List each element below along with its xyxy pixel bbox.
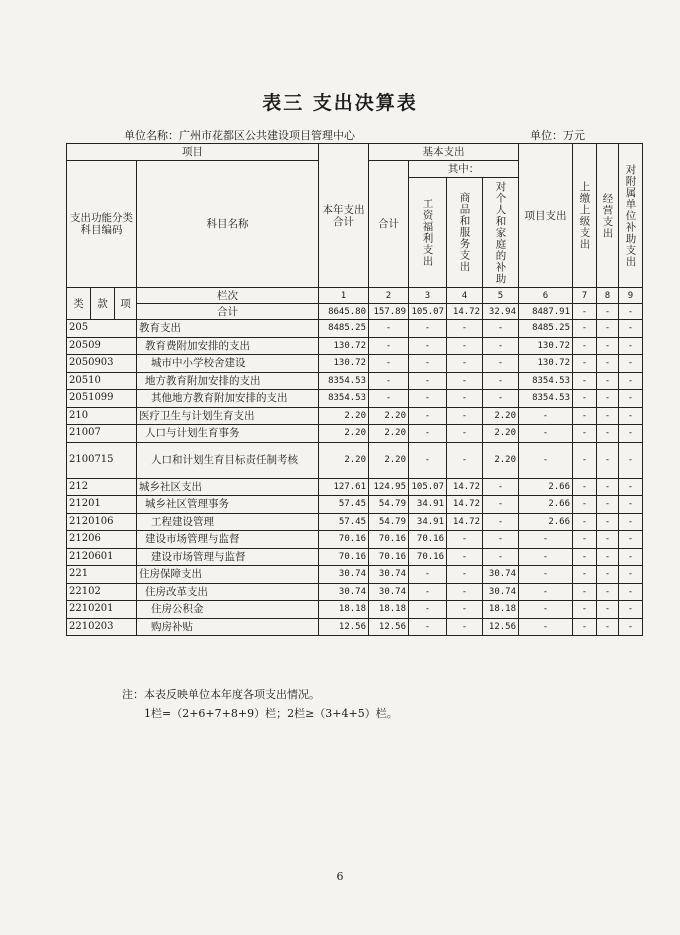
- row-value: -: [619, 372, 643, 390]
- col-number: 3: [409, 288, 447, 304]
- row-code: 22102: [67, 583, 137, 601]
- row-value: 2.66: [519, 496, 573, 514]
- header-kuan: 款: [91, 288, 115, 320]
- row-subject-name: 地方教育附加安排的支出: [137, 372, 319, 390]
- row-code: 2120601: [67, 548, 137, 566]
- header-wage: 工资福利支出: [409, 178, 447, 288]
- row-value: -: [369, 372, 409, 390]
- row-subject-name: 医疗卫生与计划生育支出: [137, 407, 319, 425]
- row-value: 130.72: [519, 337, 573, 355]
- row-value: -: [619, 566, 643, 584]
- row-code: 20509: [67, 337, 137, 355]
- row-subject-name: 住房改革支出: [137, 583, 319, 601]
- row-value: 8485.25: [519, 320, 573, 338]
- row-value: -: [519, 442, 573, 478]
- table-row: [67, 337, 643, 355]
- row-value: 127.61: [319, 478, 369, 496]
- row-value: -: [619, 496, 643, 514]
- page-title: 表三 支出决算表: [262, 92, 418, 114]
- sum-cell: -: [573, 304, 597, 320]
- row-value: -: [573, 390, 597, 408]
- row-value: -: [597, 548, 619, 566]
- row-value: -: [597, 496, 619, 514]
- header-basic: 基本支出: [369, 144, 519, 161]
- row-value: 30.74: [483, 566, 519, 584]
- expenditure-table: [66, 143, 643, 636]
- sum-row: [67, 304, 643, 320]
- row-value: -: [409, 566, 447, 584]
- row-value: 14.72: [447, 478, 483, 496]
- row-value: -: [447, 390, 483, 408]
- row-value: -: [447, 407, 483, 425]
- row-value: 8354.53: [319, 390, 369, 408]
- row-value: -: [447, 566, 483, 584]
- row-value: 12.56: [319, 618, 369, 636]
- table-row: [67, 442, 643, 478]
- row-value: 2.20: [369, 407, 409, 425]
- row-value: -: [409, 618, 447, 636]
- row-value: -: [619, 407, 643, 425]
- row-value: -: [483, 320, 519, 338]
- header-project: 项目支出: [519, 144, 573, 288]
- row-value: -: [573, 548, 597, 566]
- row-value: -: [597, 601, 619, 619]
- row-code: 21007: [67, 425, 137, 443]
- table-row: [67, 390, 643, 408]
- row-value: 124.95: [369, 478, 409, 496]
- row-code: 2120106: [67, 513, 137, 531]
- row-value: -: [597, 513, 619, 531]
- row-value: 2.20: [319, 407, 369, 425]
- row-value: 34.91: [409, 513, 447, 531]
- row-value: -: [369, 320, 409, 338]
- row-value: -: [597, 390, 619, 408]
- row-value: -: [519, 548, 573, 566]
- row-value: -: [619, 601, 643, 619]
- row-value: 18.18: [369, 601, 409, 619]
- row-value: -: [619, 548, 643, 566]
- row-value: 2.20: [369, 425, 409, 443]
- row-code: 210: [67, 407, 137, 425]
- row-value: 57.45: [319, 496, 369, 514]
- row-value: -: [619, 390, 643, 408]
- row-subject-name: 教育费附加安排的支出: [137, 337, 319, 355]
- header-xiangmu: 项目: [67, 144, 319, 161]
- col-number: 7: [573, 288, 597, 304]
- row-value: 105.07: [409, 478, 447, 496]
- row-value: -: [483, 496, 519, 514]
- row-code: 221: [67, 566, 137, 584]
- row-value: -: [597, 583, 619, 601]
- row-value: 2.66: [519, 513, 573, 531]
- row-code: 2210203: [67, 618, 137, 636]
- row-value: 18.18: [483, 601, 519, 619]
- row-value: -: [447, 601, 483, 619]
- row-value: -: [447, 583, 483, 601]
- row-value: -: [369, 337, 409, 355]
- row-value: -: [519, 566, 573, 584]
- row-value: 130.72: [319, 355, 369, 373]
- row-value: 130.72: [519, 355, 573, 373]
- header-row-1: [67, 144, 643, 161]
- row-value: -: [573, 442, 597, 478]
- row-value: -: [409, 355, 447, 373]
- row-value: -: [483, 531, 519, 549]
- row-value: 70.16: [369, 531, 409, 549]
- row-value: -: [409, 320, 447, 338]
- page-number: 6: [336, 870, 344, 883]
- table-row: [67, 478, 643, 496]
- row-value: -: [519, 601, 573, 619]
- row-value: -: [573, 320, 597, 338]
- row-value: -: [447, 337, 483, 355]
- row-value: 70.16: [409, 531, 447, 549]
- row-value: -: [619, 337, 643, 355]
- row-value: -: [573, 618, 597, 636]
- row-subject-name: 建设市场管理与监督: [137, 531, 319, 549]
- row-value: 57.45: [319, 513, 369, 531]
- row-value: -: [369, 390, 409, 408]
- row-value: -: [573, 425, 597, 443]
- row-subject-name: 工程建设管理: [137, 513, 319, 531]
- sum-cell: 105.07: [409, 304, 447, 320]
- row-value: -: [597, 372, 619, 390]
- row-value: -: [483, 355, 519, 373]
- row-value: 2.20: [369, 442, 409, 478]
- row-value: -: [409, 390, 447, 408]
- row-value: -: [409, 337, 447, 355]
- row-code: 20510: [67, 372, 137, 390]
- table-row: [67, 425, 643, 443]
- row-value: -: [573, 372, 597, 390]
- unit-name: 单位名称：广州市花都区公共建设项目管理中心: [124, 129, 355, 142]
- sum-cell: -: [597, 304, 619, 320]
- header-heji: 合计: [369, 161, 409, 288]
- row-value: 70.16: [369, 548, 409, 566]
- sum-cell: 8645.80: [319, 304, 369, 320]
- row-value: -: [597, 320, 619, 338]
- row-value: -: [519, 425, 573, 443]
- header-upper: 上缴上级支出: [573, 144, 597, 288]
- row-subject-name: 建设市场管理与监督: [137, 548, 319, 566]
- row-value: 18.18: [319, 601, 369, 619]
- col-number: 2: [369, 288, 409, 304]
- row-value: 12.56: [369, 618, 409, 636]
- row-value: -: [597, 337, 619, 355]
- table-row: [67, 566, 643, 584]
- row-value: -: [409, 601, 447, 619]
- row-value: 2.20: [483, 407, 519, 425]
- header-business: 经营支出: [597, 144, 619, 288]
- row-value: -: [597, 478, 619, 496]
- table-row: [67, 548, 643, 566]
- header-xiang: 项: [115, 288, 137, 320]
- row-subject-name: 人口与计划生育事务: [137, 425, 319, 443]
- row-value: 2.20: [483, 442, 519, 478]
- row-value: -: [619, 478, 643, 496]
- row-value: 30.74: [319, 566, 369, 584]
- table-row: [67, 513, 643, 531]
- header-subject: 科目名称: [137, 161, 319, 288]
- row-value: 70.16: [319, 531, 369, 549]
- table-row: [67, 372, 643, 390]
- row-value: -: [619, 355, 643, 373]
- row-value: -: [597, 618, 619, 636]
- row-value: -: [573, 513, 597, 531]
- row-value: 34.91: [409, 496, 447, 514]
- row-value: 30.74: [369, 566, 409, 584]
- row-code: 21206: [67, 531, 137, 549]
- col-number: 8: [597, 288, 619, 304]
- row-value: 70.16: [319, 548, 369, 566]
- row-value: -: [519, 407, 573, 425]
- row-value: 8354.53: [519, 372, 573, 390]
- row-value: -: [619, 618, 643, 636]
- lanci-label: 栏次: [137, 288, 319, 304]
- col-number: 6: [519, 288, 573, 304]
- row-value: 2.20: [319, 442, 369, 478]
- row-subject-name: 住房保障支出: [137, 566, 319, 584]
- row-value: -: [573, 566, 597, 584]
- row-value: -: [447, 425, 483, 443]
- row-value: -: [573, 407, 597, 425]
- row-value: 70.16: [409, 548, 447, 566]
- row-value: 2.66: [519, 478, 573, 496]
- row-value: -: [573, 355, 597, 373]
- row-value: -: [619, 442, 643, 478]
- row-value: -: [519, 531, 573, 549]
- row-value: -: [519, 583, 573, 601]
- header-goods: 商品和服务支出: [447, 178, 483, 288]
- row-value: -: [619, 513, 643, 531]
- row-value: -: [619, 320, 643, 338]
- col-number: 4: [447, 288, 483, 304]
- row-code: 2051099: [67, 390, 137, 408]
- row-code: 2050903: [67, 355, 137, 373]
- table-formula-note: 1栏=（2+6+7+8+9）栏；2栏≥（3+4+5）栏。: [144, 707, 398, 720]
- row-value: -: [409, 442, 447, 478]
- unit-label: 单位：万元: [530, 129, 585, 142]
- row-value: -: [447, 548, 483, 566]
- row-value: -: [447, 618, 483, 636]
- table-row: [67, 407, 643, 425]
- row-value: -: [573, 531, 597, 549]
- row-value: -: [573, 496, 597, 514]
- row-value: -: [447, 531, 483, 549]
- sum-cell: 14.72: [447, 304, 483, 320]
- row-value: 30.74: [369, 583, 409, 601]
- row-subject-name: 城乡社区支出: [137, 478, 319, 496]
- row-value: -: [447, 372, 483, 390]
- row-value: -: [597, 566, 619, 584]
- row-value: 2.20: [483, 425, 519, 443]
- row-value: -: [483, 548, 519, 566]
- row-value: 14.72: [447, 496, 483, 514]
- header-code: 支出功能分类科目编码: [67, 161, 137, 288]
- sum-cell: -: [619, 304, 643, 320]
- header-total: 本年支出合计: [319, 144, 369, 288]
- row-value: -: [483, 513, 519, 531]
- row-value: -: [573, 583, 597, 601]
- row-code: 2100715: [67, 442, 137, 478]
- row-value: -: [483, 372, 519, 390]
- row-value: 30.74: [483, 583, 519, 601]
- sum-cell: 157.89: [369, 304, 409, 320]
- row-value: 54.79: [369, 513, 409, 531]
- row-value: -: [447, 442, 483, 478]
- row-code: 212: [67, 478, 137, 496]
- row-subject-name: 住房公积金: [137, 601, 319, 619]
- row-value: -: [447, 355, 483, 373]
- row-value: -: [409, 583, 447, 601]
- row-value: -: [409, 372, 447, 390]
- row-subject-name: 其他地方教育附加安排的支出: [137, 390, 319, 408]
- row-value: -: [573, 337, 597, 355]
- col-number: 9: [619, 288, 643, 304]
- table-row: [67, 531, 643, 549]
- row-value: 14.72: [447, 513, 483, 531]
- header-qizhong: 其中：: [409, 161, 519, 178]
- row-value: -: [573, 601, 597, 619]
- row-value: -: [597, 442, 619, 478]
- row-value: -: [483, 337, 519, 355]
- row-value: -: [619, 531, 643, 549]
- row-value: 2.20: [319, 425, 369, 443]
- row-value: 30.74: [319, 583, 369, 601]
- sum-cell: 8487.91: [519, 304, 573, 320]
- row-value: -: [597, 407, 619, 425]
- row-value: 8485.25: [319, 320, 369, 338]
- row-value: -: [619, 583, 643, 601]
- table-row: [67, 320, 643, 338]
- row-value: -: [519, 618, 573, 636]
- row-value: -: [447, 320, 483, 338]
- row-value: -: [597, 531, 619, 549]
- row-subject-name: 购房补贴: [137, 618, 319, 636]
- table-row: [67, 355, 643, 373]
- row-code: 205: [67, 320, 137, 338]
- row-value: -: [409, 407, 447, 425]
- row-value: -: [483, 390, 519, 408]
- sum-label: 合计: [137, 304, 319, 320]
- row-code: 2210201: [67, 601, 137, 619]
- row-value: -: [597, 425, 619, 443]
- table-row: [67, 618, 643, 636]
- row-value: -: [483, 478, 519, 496]
- table-note: 注：本表反映单位本年度各项支出情况。: [122, 688, 320, 701]
- row-code: 21201: [67, 496, 137, 514]
- row-value: 12.56: [483, 618, 519, 636]
- sum-cell: 32.94: [483, 304, 519, 320]
- row-value: 54.79: [369, 496, 409, 514]
- row-value: 130.72: [319, 337, 369, 355]
- row-value: -: [597, 355, 619, 373]
- row-value: -: [409, 425, 447, 443]
- row-value: -: [369, 355, 409, 373]
- row-subject-name: 人口和计划生育目标责任制考核: [137, 442, 319, 478]
- row-value: 8354.53: [319, 372, 369, 390]
- row-value: -: [573, 478, 597, 496]
- table-row: [67, 601, 643, 619]
- col-number: 1: [319, 288, 369, 304]
- lanci-row: [67, 288, 643, 304]
- header-subsidy: 对附属单位补助支出: [619, 144, 643, 288]
- row-subject-name: 教育支出: [137, 320, 319, 338]
- header-lei: 类: [67, 288, 91, 320]
- header-personal: 对个人和家庭的补助: [483, 178, 519, 288]
- table-row: [67, 583, 643, 601]
- row-subject-name: 城市中小学校舍建设: [137, 355, 319, 373]
- row-value: -: [619, 425, 643, 443]
- table-row: [67, 496, 643, 514]
- row-value: 8354.53: [519, 390, 573, 408]
- col-number: 5: [483, 288, 519, 304]
- row-subject-name: 城乡社区管理事务: [137, 496, 319, 514]
